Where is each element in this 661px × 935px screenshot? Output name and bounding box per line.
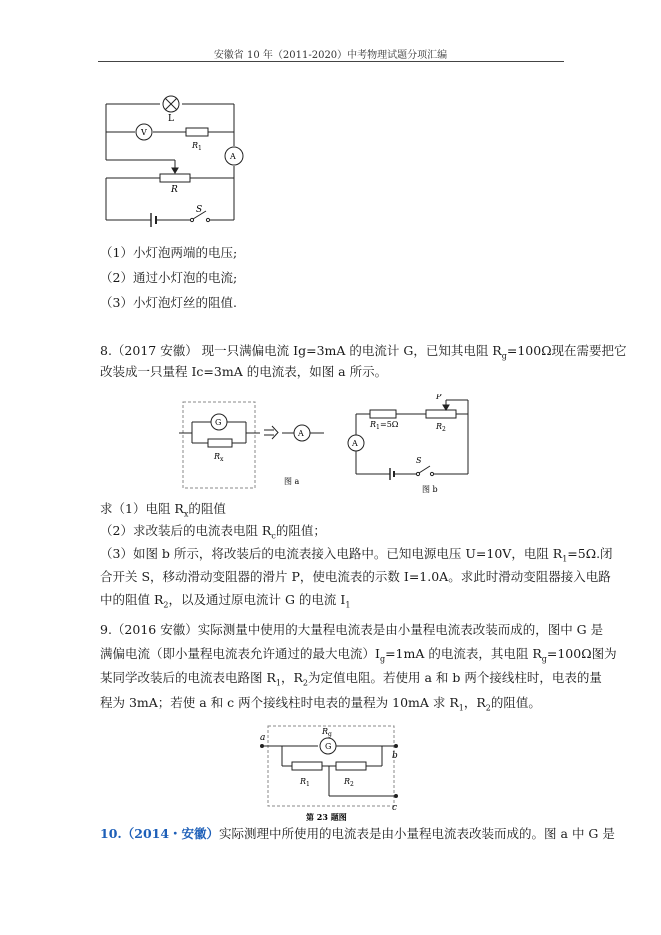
fig2-r2-sub: 2	[442, 426, 446, 433]
fig3-c-label: c	[392, 803, 398, 813]
fig3-a-label: a	[260, 733, 266, 743]
q8-sub-1: 求（1）电阻 $R_x$的阻值	[100, 501, 226, 519]
fig2-caption-a: 图 a	[284, 477, 300, 486]
q8-sub-3-line-1: （3）如图 b 所示，将改装后的电流表接入电路中。已知电源电压 U=10V，电阻 $R_1=5\Omega$.闭	[100, 546, 613, 564]
q7-item-3: （3）小灯泡灯丝的阻值.	[100, 295, 237, 310]
q7-item-1: （1）小灯泡两端的电压;	[100, 245, 238, 260]
header-rule	[98, 61, 564, 62]
fig3-rg-sub: g	[328, 731, 332, 738]
fig2-rx-label: R	[214, 452, 221, 461]
fig2-r1-sub: 1	[376, 424, 380, 431]
fig2-p-label: P	[436, 394, 442, 401]
r1-label: R	[192, 141, 199, 150]
rheostat-label: R	[171, 185, 178, 195]
q9-line-4: 程为 3mA；若使 a 和 c 两个接线柱时电表的量程为 10mA 求 $R_1$，$R_2$的阻值。	[100, 695, 541, 713]
r1-sub: 1	[198, 145, 202, 152]
fig3-caption: 第 23 题图	[306, 812, 347, 822]
fig2-s-label: S	[416, 456, 422, 465]
fig2-ammeter-label: A	[352, 439, 358, 448]
q9-line-3: 某同学改装后的电流表电路图 $R_1$，$R_2$为定值电阻。若使用 a 和 b 两个接线柱时，电表的量	[100, 670, 602, 688]
ammeter-label: A	[230, 152, 236, 161]
switch-label: S	[196, 205, 203, 215]
q8-sub-3-line-2: 合开关 S，移动滑动变阻器的滑片 P，使电流表的示数 I=1.0A。求此时滑动变阻器接入电路	[100, 569, 611, 584]
lamp-label: L	[168, 114, 174, 124]
q9-line-1: 9.（2016 安徽）实际测量中使用的大量程电流表是由小量程电流表改装而成的，图中 G 是	[100, 622, 604, 637]
fig2-r2-label: R	[436, 422, 443, 431]
fig3-r2-label: R	[344, 777, 351, 786]
fig2-r1-label: R	[370, 420, 377, 429]
q10-number: 10.（2014・安徽）	[100, 826, 220, 841]
fig3-b-label: b	[392, 751, 398, 761]
fig2-a-label: A	[298, 429, 304, 438]
fig2-rx-sub: x	[220, 456, 224, 463]
fig3-r1-label: R	[300, 777, 307, 786]
circuit-figure-1	[98, 88, 248, 228]
voltmeter-label: V	[141, 128, 147, 137]
q8-sub-2: （2）求改装后的电流表电阻 $R_c$的阻值；	[100, 523, 326, 541]
q10-line-1: 10.（2014・安徽）实际测理中所使用的电流表是由小量程电流表改装而成的。图 a 中 G 是	[100, 826, 615, 841]
fig3-rg-label: R	[322, 727, 329, 736]
fig2-g-label: G	[215, 418, 222, 427]
page-header: 安徽省 10 年（2011-2020）中考物理试题分项汇编	[213, 50, 448, 61]
circuit-figure-2	[178, 394, 478, 498]
q8-line-2: 改装成一只量程 Ic=3mA 的电流表，如图 a 所示。	[100, 364, 388, 379]
fig2-caption-b: 图 b	[422, 485, 438, 494]
q7-item-2: （2）通过小灯泡的电流;	[100, 270, 238, 285]
fig2-r1-value: =5Ω	[380, 420, 399, 429]
circuit-figure-3	[256, 720, 406, 824]
q8-line-1: 8.（2017 安徽） 现一只满偏电流 Ig=3mA 的电流计 G，已知其电阻 $R_g=100\Omega$现在需要把它	[100, 343, 627, 361]
fig3-g-label: G	[325, 742, 332, 751]
fig3-r1-sub: 1	[306, 781, 310, 788]
q8-sub-3-line-3: 中的阻值 $R_2$，以及通过原电流计 G 的电流 $I_1$	[100, 592, 351, 610]
q9-line-2: 满偏电流（即小量程电流表允许通过的最大电流）$I_g=1mA$ 的电流表，其电阻 $R_g=100\Omega$图为	[100, 646, 617, 664]
fig3-r2-sub: 2	[350, 781, 354, 788]
